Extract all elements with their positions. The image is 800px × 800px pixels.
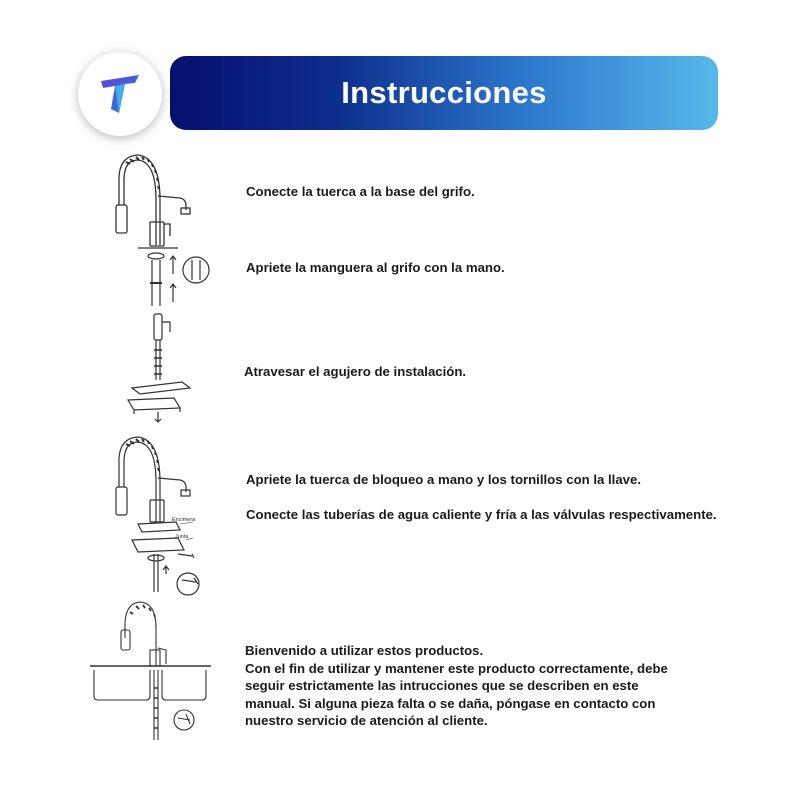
illustration-label-junta: Junta xyxy=(175,534,189,540)
step-text-1: Conecte la tuerca a la base del grifo. xyxy=(246,184,475,199)
final-note-line: Con el fin de utilizar y mantener este producto correctamente, debe xyxy=(245,660,668,676)
final-note-line: Bienvenido a utilizar estos productos. xyxy=(245,643,484,658)
illustration-label-encimera: Encimera xyxy=(172,517,196,523)
final-note-line: seguir estrictamente las intrucciones que se describen en este xyxy=(245,678,639,693)
sink-illustration xyxy=(88,598,213,743)
final-note-line: manual. Si alguna pieza falta o se daña, póngase en contacto con xyxy=(245,695,656,711)
step-text-3: Atravesar el agujero de instalación. xyxy=(244,364,467,379)
brand-logo xyxy=(78,52,162,136)
title-banner xyxy=(170,56,718,130)
faucet-illustration-2 xyxy=(108,432,228,612)
hose-illustration xyxy=(138,248,212,310)
faucet-illustration-1 xyxy=(108,150,198,250)
page-title: Instrucciones xyxy=(341,75,547,110)
installation-hole-illustration xyxy=(120,310,200,425)
final-note-line: nuestro servicio de atención al cliente. xyxy=(245,713,488,728)
step-text-2: Apriete la manguera al grifo con la mano. xyxy=(246,260,505,275)
final-note xyxy=(245,642,725,730)
step-text-5: Conecte las tuberías de agua caliente y fría a las válvulas respectivamente. xyxy=(246,507,717,522)
step-text-4: Apriete la tuerca de bloqueo a mano y los tornillos con la llave. xyxy=(246,472,641,487)
brand-logo-icon xyxy=(95,69,145,119)
